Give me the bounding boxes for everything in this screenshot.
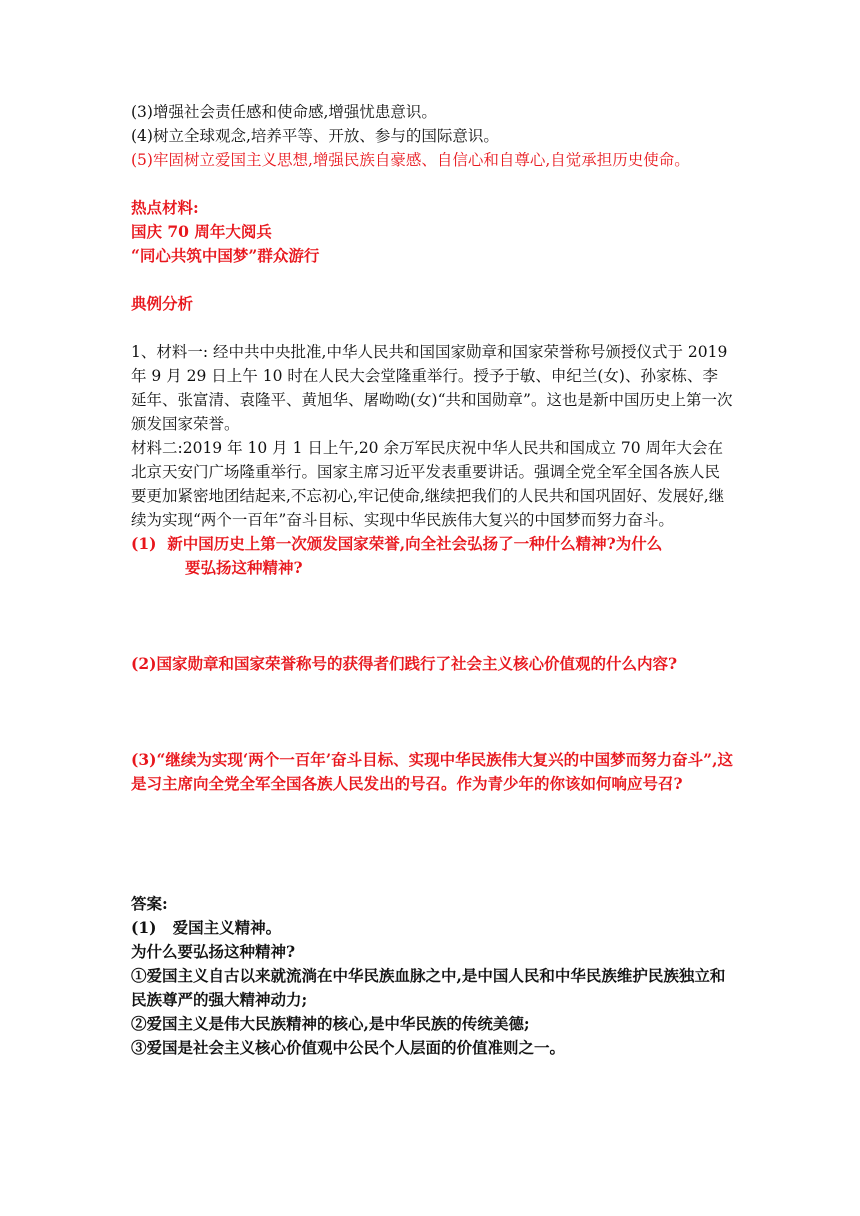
example-heading: 典例分析 [131, 294, 194, 313]
question-1-text: 新中国历史上第一次颁发国家荣誉,向全社会弘扬了一种什么精神?为什么 [167, 534, 663, 553]
answer-heading: 答案: [131, 894, 168, 913]
answer-point-2: ②爱国主义是伟大民族精神的核心,是中华民族的传统美德; [131, 1014, 530, 1033]
answer-why: 为什么要弘扬这种精神? [131, 942, 296, 961]
material-1: 1、材料一: 经中共中央批准,中华人民共和国国家勋章和国家荣誉称号颁授仪式于 2019 年 9 月 29 日上午 10 时在人民大会堂隆重举行。授予于敏、申纪兰(女)、孙家栋、李延年、张富清、袁隆平、黄旭华、屠呦呦(女)“共和国勋章”。这也是新中国历史上第一次颁发国家荣誉。 [131, 343, 733, 433]
intro-point-3: (3)增强社会责任感和使命感,增强忧患意识。 [131, 103, 437, 121]
question-1-number: (1) [131, 534, 157, 553]
answer-1-number: (1) [131, 918, 157, 937]
answer-1 [131, 916, 733, 940]
answer-point-1: ①爱国主义自古以来就流淌在中华民族血脉之中,是中国人民和中华民族维护民族独立和民族尊严的强大精神动力; [131, 966, 726, 1009]
hot-material-item-2: “同心共筑中国梦”群众游行 [131, 246, 320, 265]
material-2: 材料二:2019 年 10 月 1 日上午,20 余万军民庆祝中华人民共和国成立 70 周年大会在北京天安门广场隆重举行。国家主席习近平发表重要讲话。强调全党全军全国各族人民要更加紧密地团结起来,不忘初心,牢记使命,继续把我们的人民共和国巩固好、发展好,继续为实现“两个一百年”奋斗目标、实现中华民族伟大复兴的中国梦而努力奋斗。 [131, 439, 725, 529]
intro-point-5: (5)牢固树立爱国主义思想,增强民族自豪感、自信心和自尊心,自觉承担历史使命。 [131, 151, 690, 169]
hot-material-heading: 热点材料: [131, 198, 199, 217]
question-1-line-1 [131, 532, 733, 556]
question-2: (2)国家勋章和国家荣誉称号的获得者们践行了社会主义核心价值观的什么内容? [131, 654, 678, 673]
answer-1-text: 爱国主义精神。 [172, 918, 282, 937]
question-3: (3)“继续为实现‘两个一百年’奋斗目标、实现中华民族伟大复兴的中国梦而努力奋斗”,这是习主席向全党全军全国各族人民发出的号召。作为青少年的你该如何响应号召? [131, 750, 733, 793]
answer-point-3: ③爱国是社会主义核心价值观中公民个人层面的价值准则之一。 [131, 1038, 566, 1057]
intro-point-4: (4)树立全球观念,培养平等、开放、参与的国际意识。 [131, 127, 499, 145]
question-1-line-2: 要弘扬这种精神? [185, 558, 303, 577]
hot-material-item-1: 国庆 70 周年大阅兵 [131, 222, 272, 241]
document-page [131, 100, 733, 1060]
